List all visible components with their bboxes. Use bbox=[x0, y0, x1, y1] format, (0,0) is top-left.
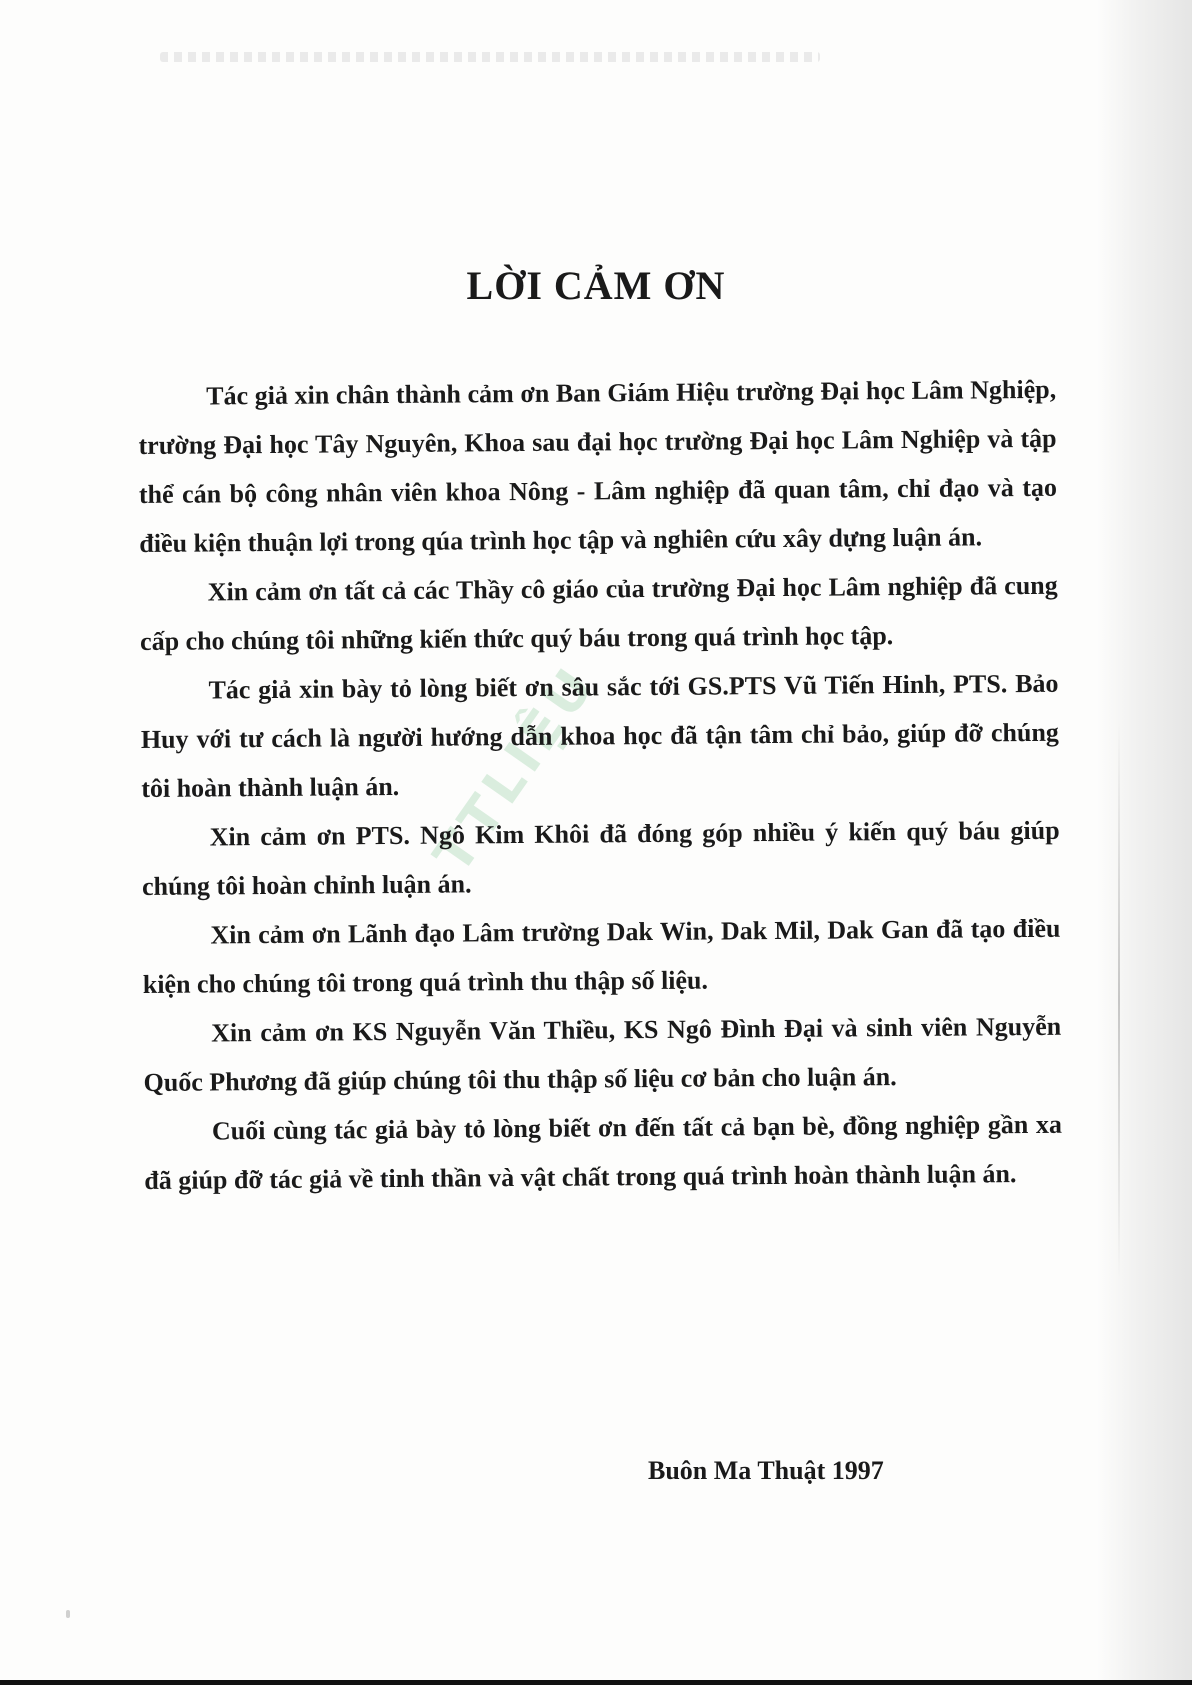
paragraph: Xin cảm ơn Lãnh đạo Lâm trường Dak Win, Dak Mil, Dak Gan đã tạo điều kiện cho chúng tôi trong quá trình thu thập số liệu. bbox=[142, 913, 1061, 999]
header-bleed-through bbox=[160, 52, 820, 62]
watermark-text: TTLIỆU bbox=[422, 654, 609, 884]
page-title: LỜI CẢM ƠN bbox=[466, 263, 726, 308]
scan-speck bbox=[66, 1610, 70, 1618]
acknowledgement-body bbox=[138, 365, 1063, 1205]
scanner-edge-shadow bbox=[1097, 0, 1192, 1685]
paragraph: Xin cảm ơn KS Nguyễn Văn Thiều, KS Ngô Đình Đại và sinh viên Nguyễn Quốc Phương đã giúp chúng tôi thu thập số liệu cơ bản cho luận án. bbox=[143, 1011, 1062, 1097]
paragraph: Xin cảm ơn PTS. Ngô Kim Khôi đã đóng góp nhiều ý kiến quý báu giúp chúng tôi hoàn chỉnh luận án. bbox=[141, 815, 1060, 901]
signature-place-date: Buôn Ma Thuật 1997 bbox=[648, 1456, 884, 1485]
bottom-border bbox=[0, 1680, 1192, 1685]
paragraph: Cuối cùng tác giả bày tỏ lòng biết ơn đến tất cả bạn bè, đồng nghiệp gần xa đã giúp đỡ tác giả về tinh thần và vật chất trong quá trình hoàn thành luận án. bbox=[144, 1109, 1063, 1195]
paragraph: Xin cảm ơn tất cả các Thầy cô giáo của trường Đại học Lâm nghiệp đã cung cấp cho chúng tôi những kiến thức quý báu trong quá trình học tập. bbox=[140, 570, 1058, 656]
scanner-edge-line bbox=[1118, 720, 1120, 1280]
paragraph: Tác giả xin bày tỏ lòng biết ơn sâu sắc tới GS.PTS Vũ Tiến Hinh, PTS. Bảo Huy với tư cách là người hướng dẫn khoa học đã tận tâm chỉ bảo, giúp đỡ chúng tôi hoàn thành luận án. bbox=[140, 668, 1059, 803]
paragraph: Tác giả xin chân thành cảm ơn Ban Giám Hiệu trường Đại học Lâm Nghiệp, trường Đại học Tây Nguyên, Khoa sau đại học trường Đại học Lâm Nghiệp và tập thể cán bộ công nhân viên khoa Nông - Lâm nghiệp đã quan tâm, chỉ đạo và tạo điều kiện thuận lợi trong qúa trình học tập và nghiên cứu xây dựng luận án. bbox=[138, 374, 1058, 558]
